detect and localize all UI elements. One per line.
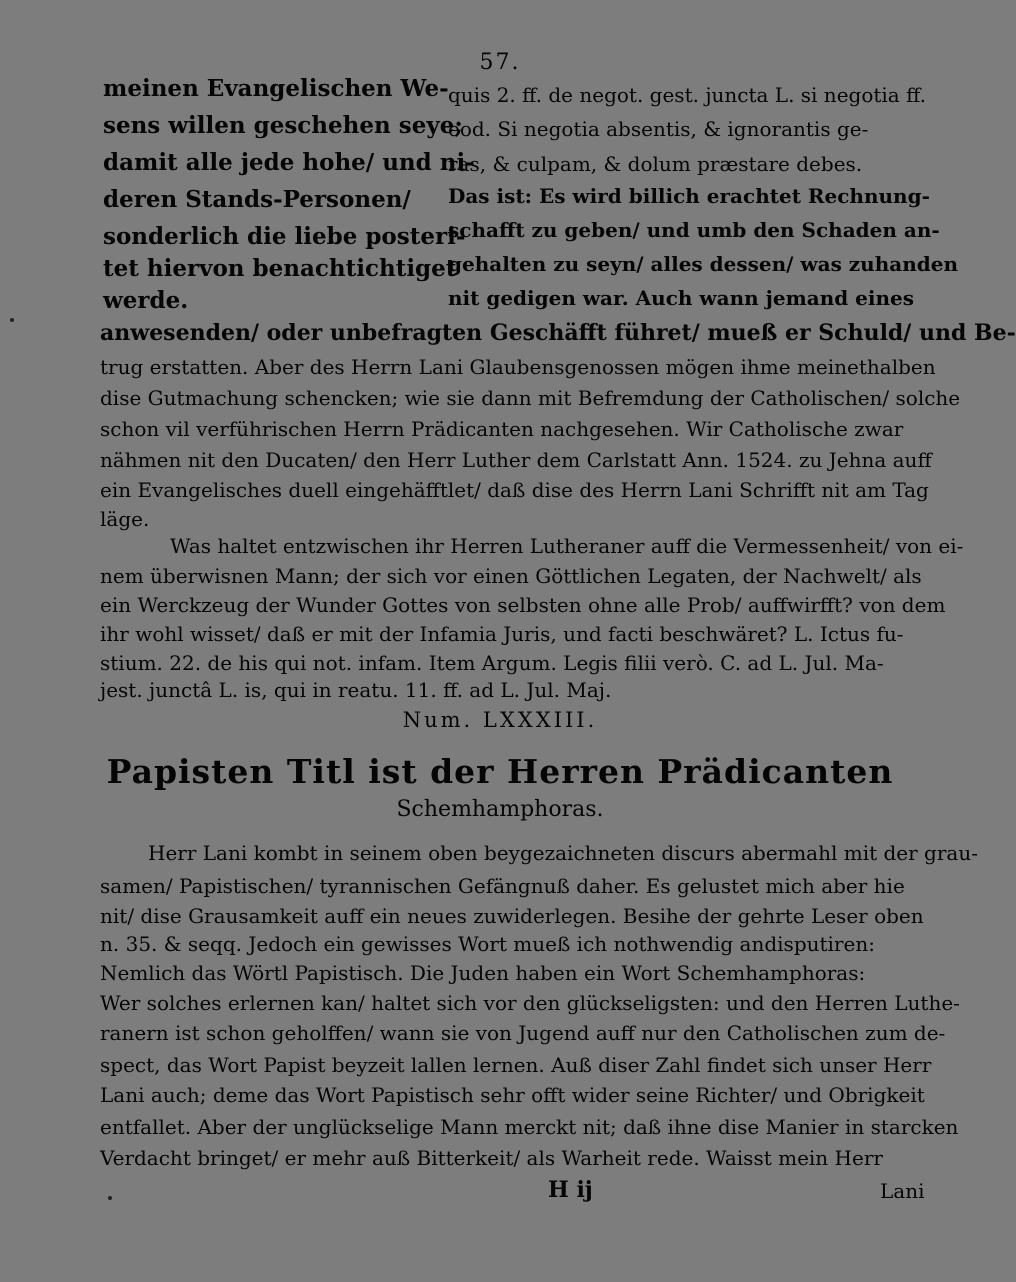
left-column-line: werde.	[103, 287, 189, 314]
body-line: Nemlich das Wörtl Papistisch. Die Juden haben ein Wort Schemhamphoras:	[100, 961, 866, 985]
left-column-line: damit alle jede hohe/ und ni-	[103, 149, 475, 176]
right-column-line: gehalten zu seyn/ alles dessen/ was zuhanden	[448, 252, 958, 276]
catchword: Lani	[880, 1179, 925, 1203]
body-line: n. 35. & seqq. Jedoch ein gewisses Wort mueß ich nothwendig andisputiren:	[100, 932, 875, 956]
body-line: Lani auch; deme das Wort Papistisch sehr offt wider seine Richter/ und Obrigkeit	[100, 1083, 925, 1107]
left-column-line: meinen Evangelischen We-	[103, 75, 449, 102]
body-line: nem überwisnen Mann; der sich vor einen Göttlichen Legaten, der Nachwelt/ als	[100, 564, 922, 588]
left-column-line: tet hiervon benachtichtiget	[103, 255, 457, 282]
body-line: nit/ dise Grausamkeit auff ein neues zuwiderlegen. Besihe der gehrte Leser oben	[100, 904, 924, 928]
section-subtitle: Schemhamphoras.	[396, 797, 604, 822]
body-line: schon vil verführischen Herrn Prädicanten nachgesehen. Wir Catholische zwar	[100, 417, 904, 441]
body-line: nähmen nit den Ducaten/ den Herr Luther dem Carlstatt Ann. 1524. zu Jehna auff	[100, 448, 932, 472]
body-line: dise Gutmachung schencken; wie sie dann mit Befremdung der Catholischen/ solche	[100, 386, 961, 410]
right-column-line: Das ist: Es wird billich erachtet Rechnung-	[448, 184, 930, 208]
right-column-line: quis 2. ff. de negot. gest. juncta L. si negotia ff.	[448, 83, 926, 107]
left-column-line: sonderlich die liebe posteri-	[103, 223, 466, 250]
body-line: trug erstatten. Aber des Herrn Lani Glaubensgenossen mögen ihme meinethalben	[100, 355, 936, 379]
body-line: ihr wohl wisset/ daß er mit der Infamia Juris, und facti beschwäret? L. Ictus fu-	[100, 622, 904, 646]
body-line: entfallet. Aber der unglückselige Mann merckt nit; daß ihne dise Manier in starcken	[100, 1115, 959, 1139]
body-line: spect, das Wort Papist beyzeit lallen lernen. Auß diser Zahl findet sich unser Herr	[100, 1053, 932, 1077]
scan-speck	[10, 318, 14, 322]
section-title: Papisten Titl ist der Herren Prädicanten	[106, 752, 894, 791]
body-line: ein Werckzeug der Wunder Gottes von selbsten ohne alle Prob/ auffwirfft? von dem	[100, 593, 946, 617]
body-line: Wer solches erlernen kan/ haltet sich vor den glückseligsten: und den Herren Luthe-	[100, 991, 960, 1015]
left-column-line: deren Stands-Personen/	[103, 186, 411, 213]
right-column-line: eod. Si negotia absentis, & ignorantis ge-	[448, 117, 869, 141]
section-number: Num. LXXXIII.	[402, 708, 598, 732]
body-line: ranern ist schon geholffen/ wann sie von Jugend auff nur den Catholischen zum de-	[100, 1021, 946, 1045]
body-line: Was haltet entzwischen ihr Herren Lutheraner auff die Vermessenheit/ von ei-	[170, 534, 964, 558]
body-line: Herr Lani kombt in seinem oben beygezaichneten discurs abermahl mit der grau-	[148, 841, 978, 865]
left-column-line: sens willen geschehen seye;	[103, 112, 463, 139]
signature-mark: H ij	[548, 1177, 593, 1203]
body-line: ein Evangelisches duell eingehäfftlet/ daß dise des Herrn Lani Schrifft nit am Tag	[100, 478, 929, 502]
page-number: 57.	[479, 50, 521, 75]
body-line: samen/ Papistischen/ tyrannischen Gefängnuß daher. Es gelustet mich aber hie	[100, 874, 905, 898]
right-column-line: nit gedigen war. Auch wann jemand eines	[448, 286, 915, 310]
body-line: läge.	[100, 507, 150, 531]
body-line: anwesenden/ oder unbefragten Geschäfft führet/ mueß er Schuld/ und Be-	[100, 320, 1016, 346]
body-line: stium. 22. de his qui not. infam. Item Argum. Legis filii verò. C. ad L. Jul. Ma-	[100, 651, 884, 675]
right-column-line: schafft zu geben/ und umb den Schaden an-	[448, 218, 940, 242]
right-column-line: ras, & culpam, & dolum præstare debes.	[448, 152, 863, 176]
body-line: Verdacht bringet/ er mehr auß Bitterkeit/ als Warheit rede. Waisst mein Herr	[100, 1146, 883, 1170]
scan-speck	[108, 1196, 112, 1200]
body-line: jest. junctâ L. is, qui in reatu. 11. ff. ad L. Jul. Maj.	[100, 678, 612, 702]
